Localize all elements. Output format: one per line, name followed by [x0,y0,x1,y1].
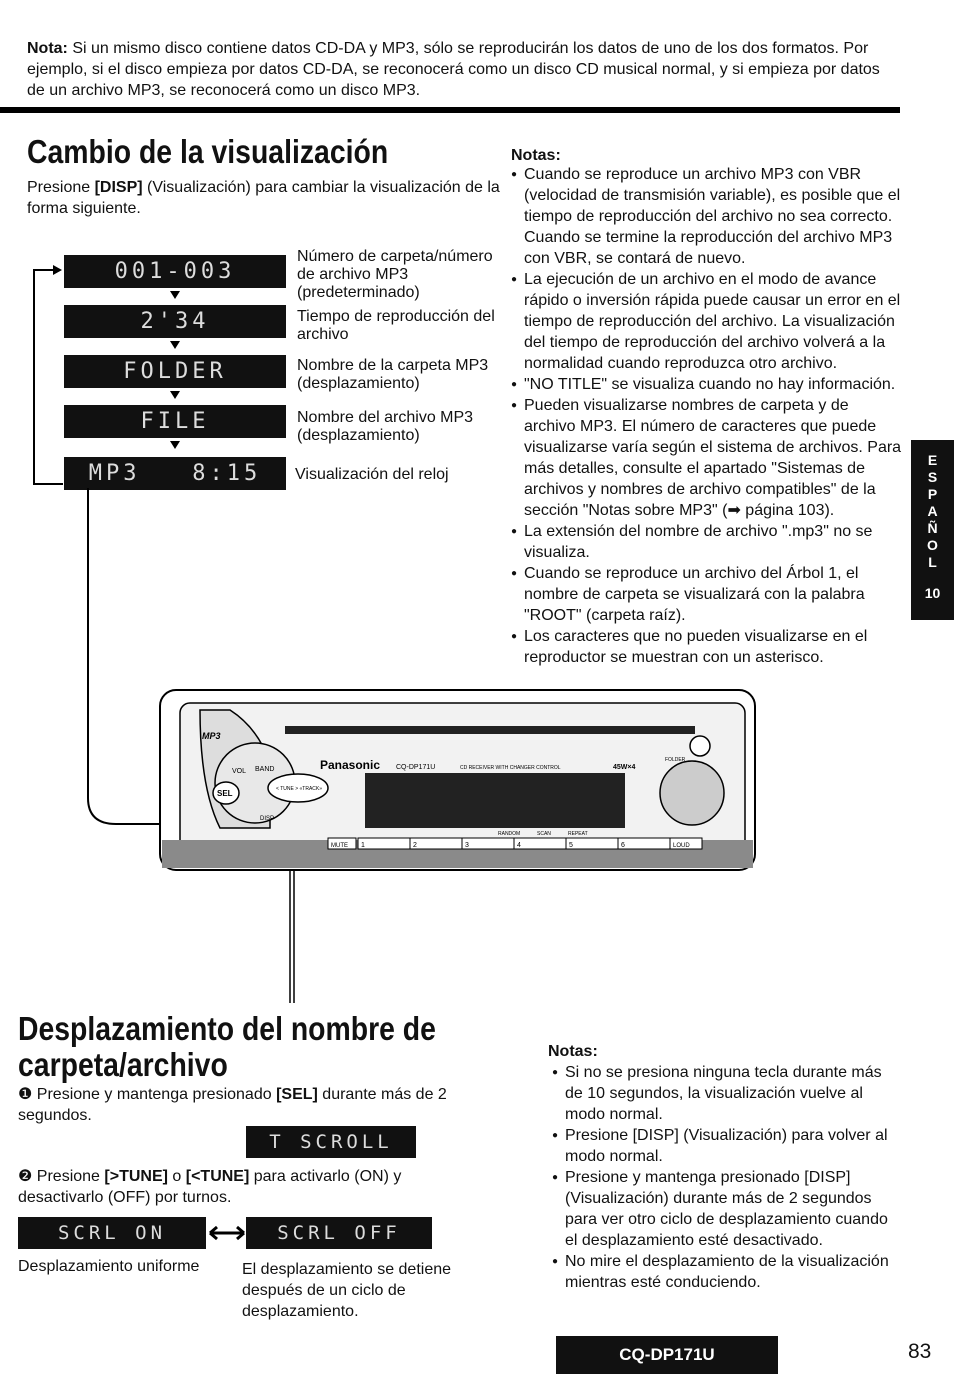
lcd-folder-file-number: 001-003 [64,255,286,288]
down-arrow-icon [170,341,180,349]
preset-3-label: 3 [465,842,469,849]
step2-number: ❷ [18,1168,33,1185]
desc-play-time: Tiempo de reproducción del archivo [297,308,495,343]
side-tab-letter: P [927,486,938,502]
step2-post: para activarlo (ON) y desactivarlo (OFF) por turnos. [18,1168,402,1206]
lcd-clock: MP3 8:15 [64,457,286,490]
desc-file-name: Nombre del archivo MP3 (desplazamiento) [297,409,474,444]
intro-pre: Presione [27,179,95,196]
device-model-label: CQ-DP171U [396,764,436,771]
cycle-loop-line [33,257,63,483]
preset-1-button[interactable] [358,838,410,849]
notes2-title: Notas: [548,1043,598,1060]
step1 [18,1084,458,1126]
eject-button[interactable] [690,736,710,756]
step2-pre: Presione [36,1168,105,1185]
preset-buttons [328,838,702,849]
preset-4-button[interactable] [514,838,566,849]
preset-5-button[interactable] [566,838,618,849]
side-tab-letter: L [928,554,937,570]
mp3-label: MP3 [202,731,221,741]
notes1-title: Notas: [511,147,561,164]
side-tab-letter: S [927,469,938,485]
section1-title: Cambio de la visualización [27,133,389,170]
top-note [27,38,897,101]
list-item: ● La extensión del nombre de archivo ".mp3" no se visualiza. [511,521,903,563]
sel-key: [SEL] [276,1086,318,1103]
lcd-scroll-on: SCRL ON [18,1217,206,1249]
list-item: ● Si no se presiona ninguna tecla durante más de 10 segundos, la visualización vuelve al modo normal. [552,1062,897,1125]
disp-key: [DISP] [94,179,143,196]
list-item: ● Presione [DISP] (Visualización) para volver al modo normal. [552,1125,897,1167]
page-number: 83 [908,1340,932,1363]
list-item: ● "NO TITLE" se visualiza cuando no hay información. [511,374,903,395]
device-watts: 45W×4 [613,764,636,771]
top-note-text: Si un mismo disco contiene datos CD-DA y MP3, sólo se reproducirán los datos de uno de los dos formatos. Por ejemplo, si el disco empieza por datos CD-DA, se reconocerá como un disco CD musical normal, y si empieza por datos de un archivo MP3, se reconocerá como un disco MP3. [27,40,880,99]
tune-down-key: [<TUNE] [185,1168,250,1185]
lcd-file-name: FILE [64,405,286,438]
section2-title: Desplazamiento del nombre de carpeta/archivo [18,1010,436,1083]
footer-model-badge: CQ-DP171U [556,1336,778,1374]
side-tab-letter: O [927,537,938,553]
lcd-scroll: T SCROLL [246,1126,416,1158]
band-label: BAND [255,766,275,773]
language-side-tab [911,440,954,620]
list-item: ● Cuando se reproduce un archivo del Árbol 1, el nombre de carpeta se visualizará con la palabra "ROOT" (carpeta raíz). [511,563,903,626]
section2-heading [18,1011,498,1083]
double-arrow-icon [208,1225,246,1241]
notes2-list [552,1062,897,1293]
section1-heading [27,134,507,170]
list-item: ● Pueden visualizarse nombres de carpeta y de archivo MP3. El número de caracteres que puede visualizarse varía según el sistema de archivos. Para más detalles, consulte el apartado "Sistemas de archivos y nombres de archivo compatibles" de la sección "Notas sobre MP3" (➡ página 103). [511,395,903,521]
list-item: ● Los caracteres que no pueden visualizarse en el reproductor se muestran con un asterisco. [511,626,903,668]
folder-label: FOLDER [665,757,686,763]
preset-2-label: 2 [413,842,417,849]
desc-folder-file-number: Número de carpeta/número de archivo MP3 (predeterminado) [297,248,493,301]
list-item: ● Cuando se reproduce un archivo MP3 con VBR (velocidad de transmisión variable), es posible que el tiempo de reproducción del archivo no sea correcto. Cuando se termine la reproducción del archivo MP3 con VBR, se contará de nuevo. [511,164,903,269]
scan-label: SCAN [537,831,551,837]
section1-intro [27,177,502,219]
divider-rule [0,107,900,113]
desc-clock: Visualización del reloj [295,466,449,483]
disp-label: DISP [260,816,275,822]
down-arrow-icon [170,291,180,299]
preset-4-label: 4 [517,842,521,849]
preset-5-label: 5 [569,842,573,849]
right-knob[interactable] [660,761,724,825]
step1-post: durante más de 2 segundos. [18,1086,447,1124]
down-arrow-icon [170,391,180,399]
preset-2-button[interactable] [410,838,462,849]
cd-slot [285,726,695,734]
top-note-label: Nota: [27,40,68,57]
step1-number: ❶ [18,1086,33,1103]
side-tab-letter: Ñ [927,520,938,536]
sel-label: SEL [217,789,233,798]
preset-1-label: 1 [361,842,365,849]
preset-6-button[interactable] [618,838,670,849]
vol-label: VOL [232,768,247,775]
list-item: ● La ejecución de un archivo en el modo de avance rápido o inversión rápida puede causar un error en el tiempo de reproducción del archivo. La visualización del tiempo de reproducción del archivo volverá a la normalidad cuando reproduzca otro archivo. [511,269,903,374]
device-brand: Panasonic [320,758,381,772]
device-subtitle: CD RECEIVER WITH CHANGER CONTROL [460,765,561,771]
side-tab-letter: E [927,452,938,468]
mute-label: MUTE [331,843,348,849]
lcd-scroll-off: SCRL OFF [246,1217,432,1249]
side-tab-letter: A [927,503,938,519]
step1-pre: Presione y mantenga presionado [36,1086,277,1103]
random-label: RANDOM [498,831,521,837]
lcd-folder-name: FOLDER [64,355,286,388]
device-display [365,773,625,828]
preset-3-button[interactable] [462,838,514,849]
preset-6-label: 6 [621,842,625,849]
list-item: ● No mire el desplazamiento de la visualización mientras esté conduciendo. [552,1251,897,1293]
side-tab-number: 10 [924,585,941,601]
device-illustration [80,488,770,1018]
caption-scroll-off: El desplazamiento se detiene después de un ciclo de desplazamiento. [242,1261,452,1320]
caption-scroll-on: Desplazamiento uniforme [18,1258,200,1275]
desc-folder-name: Nombre de la carpeta MP3 (desplazamiento) [297,357,489,392]
intro-post: (Visualización) para cambiar la visualización de la forma siguiente. [27,179,500,217]
tune-track-label: < TUNE > «TRACK» [276,786,323,792]
tune-up-key: [>TUNE] [104,1168,168,1185]
list-item: ● Presione y mantenga presionado [DISP] (Visualización) durante más de 2 segundos para ver otro ciclo de desplazamiento cuando el desplazamiento esté desactivado. [552,1167,897,1251]
down-arrow-icon [170,441,180,449]
step2-mid: o [167,1168,186,1185]
lcd-play-time: 2'34 [64,305,286,338]
step2 [18,1166,458,1208]
loud-label: LOUD [673,843,690,849]
repeat-label: REPEAT [568,831,588,837]
